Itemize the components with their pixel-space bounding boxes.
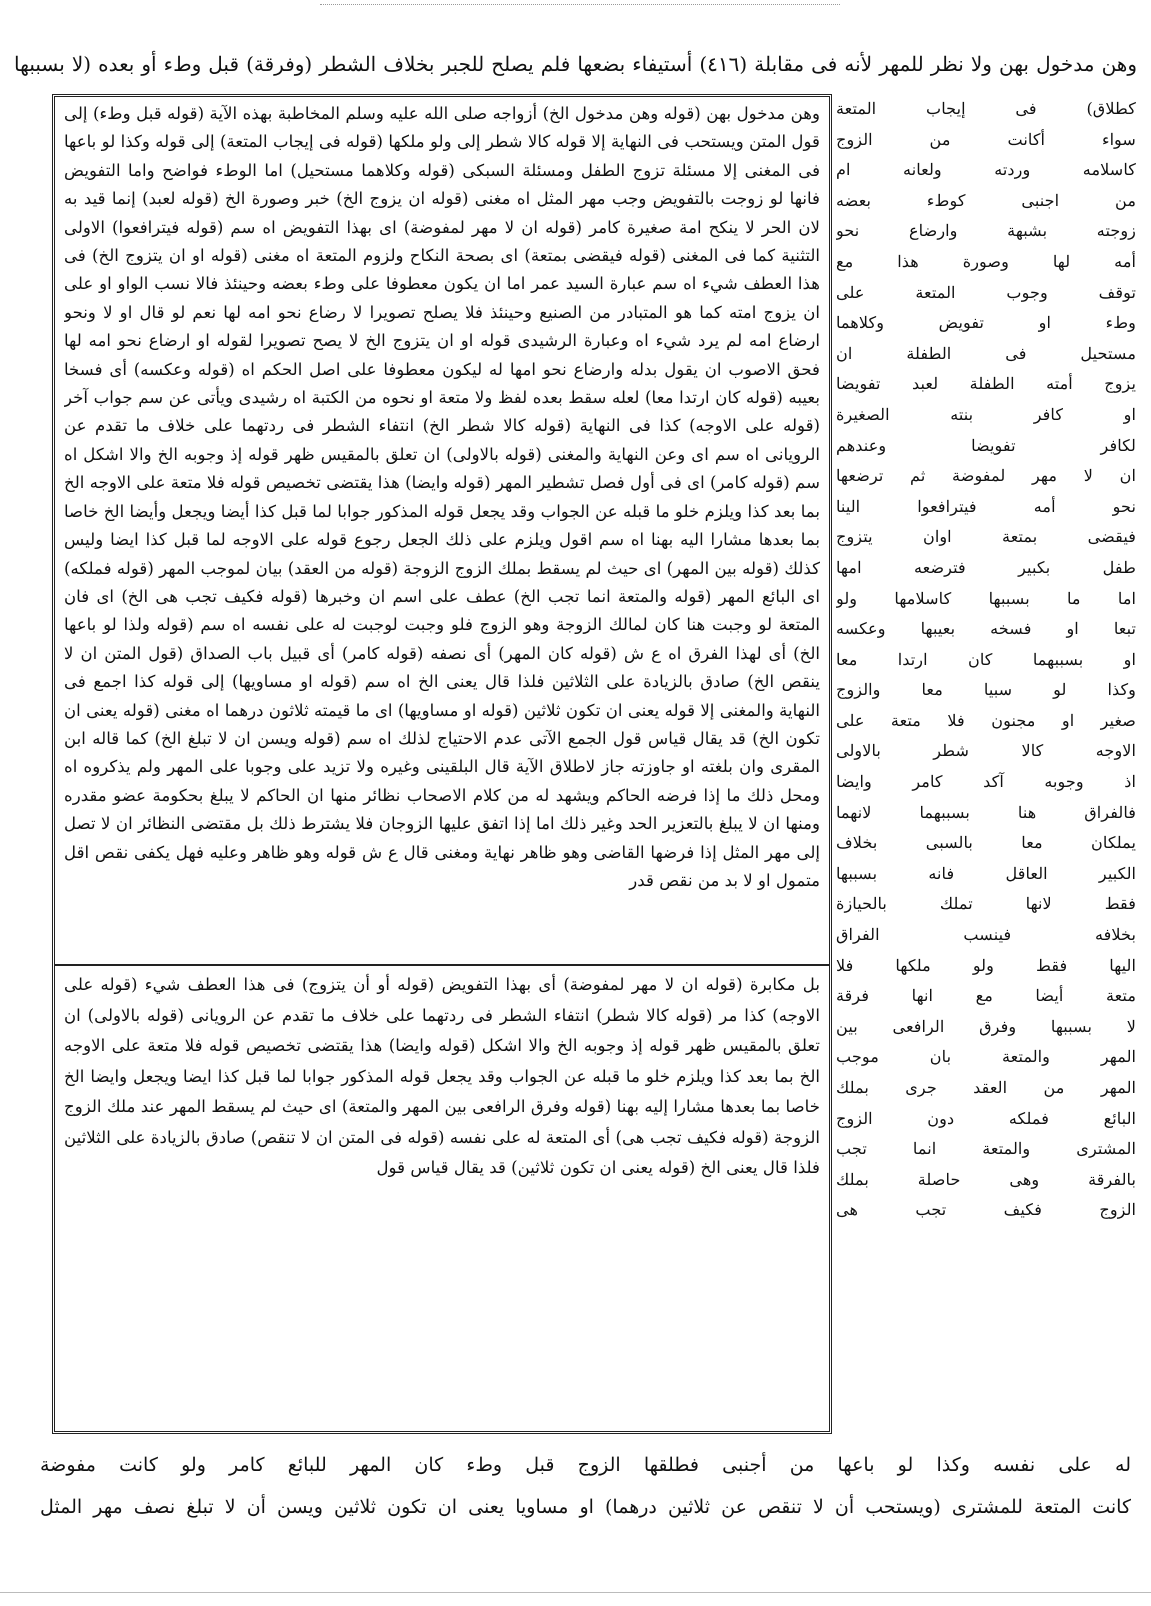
side-column-line: الزوج فكيف تجب هى <box>836 1200 1136 1220</box>
side-column-line: زوجته بشبهة وارضاع نحو <box>836 221 1136 241</box>
side-column-line: يملكان معا بالسبى بخلاف <box>836 833 1136 853</box>
side-column-line: فقط لانها تملك بالحيازة <box>836 894 1136 914</box>
commentary-lower-block <box>64 970 820 1430</box>
side-column-line: ان لا مهر لمفوضة ثم ترضعها <box>836 466 1136 486</box>
side-column-line: وكذا لو سبيا معا والزوج <box>836 680 1136 700</box>
side-column-line: يزوج أمته الطفلة لعبد تفويضا <box>836 374 1136 394</box>
side-column-line: تبعا او فسخه بعيبها وعكسه <box>836 619 1136 639</box>
side-column-line: مستحيل فى الطفلة ان <box>836 343 1136 363</box>
side-column-line: فالفراق هنا بسببهما لانهما <box>836 802 1136 822</box>
side-column-line: توقف وجوب المتعة على <box>836 282 1136 302</box>
side-column-line: اذ وجوبه آكد كامر وايضا <box>836 772 1136 792</box>
side-column-line: لا بسببها وفرق الرافعى بين <box>836 1016 1136 1036</box>
bottom-divider <box>0 1592 1151 1593</box>
side-column-line: اما ما بسببها كاسلامها ولو <box>836 588 1136 608</box>
side-column-line: متعة أيضا مع انها فرقة <box>836 986 1136 1006</box>
side-column-line: الاوجه كالا شطر بالاولى <box>836 741 1136 761</box>
side-column-line: أمه لها وصورة هذا مع <box>836 251 1136 271</box>
side-column-line: سواء أكانت من الزوج <box>836 129 1136 149</box>
side-column-line: المهر والمتعة بان موجب <box>836 1047 1136 1067</box>
side-column-line: الكبير العاقل فانه بسببها <box>836 863 1136 883</box>
side-column-line: صغير او مجنون فلا متعة على <box>836 710 1136 730</box>
side-column-line: المهر من العقد جرى بملك <box>836 1078 1136 1097</box>
main-text-header-line: وهن مدخول بهن ولا نظر للمهر لأنه فى مقابلة (٤١٦) أستيفاء بضعها فلم يصلح للجبر بخلاف الشطر (وفرقة) قبل وطء أو بعده (لا بسببها <box>14 52 1137 76</box>
side-column-line: المشترى والمتعة انما تجب <box>836 1139 1136 1159</box>
footer-line-1: له على نفسه وكذا لو باعها من أجنبى فطلقها الزوج قبل وطء كان المهر للبائع كامر ولو كانت مفوضة <box>40 1454 1131 1476</box>
side-column-line: وطء او تفويض وكلاهما <box>836 313 1136 333</box>
side-column-line: كطلاق) فى إيجاب المتعة <box>836 99 1136 118</box>
side-column-line: فيقضى بمتعة اوان يتزوج <box>836 527 1136 547</box>
side-column-line: من اجنبى كوطء بعضه <box>836 190 1136 210</box>
footer-line-2: كانت المتعة للمشترى (ويستحب أن لا تنقص عن ثلاثين درهما) او مساويا يعنى ان تكون ثلاثين ويسن أن لا تبلغ نصف مهر المثل <box>40 1496 1131 1518</box>
side-column-line: طفل بكبير فترضعه امها <box>836 557 1136 577</box>
side-column-line: بالفرقة وهى حاصلة بملك <box>836 1169 1136 1189</box>
side-column-line: البائع فملكه دون الزوج <box>836 1108 1136 1128</box>
main-text-side-column <box>836 94 1136 1434</box>
side-column-line: لكافر تفويضا وعندهم <box>836 435 1136 455</box>
commentary-upper-block <box>64 100 820 960</box>
top-divider <box>320 4 840 5</box>
side-column-line: اليها فقط ولو ملكها فلا <box>836 955 1136 975</box>
side-column-line: او كافر بنته الصغيرة <box>836 404 1136 424</box>
commentary-upper-paragraph: وهن مدخول بهن (قوله وهن مدخول الخ) أزواجه صلى الله عليه وسلم المخاطبة بهذه الآية (قوله قبل وطء) إلى قول المتن ويستحب فى النهاية إلا قوله كالا شطر إلى ولو ملكها (قوله فى إيجاب المتعة) إلى قوله وكذا لو باعها فى المغنى إلا مسئلة تزوج الطفل ومسئلة السبكى (قوله وكلاهما مستحيل) اما الوطء فواضح واما التفويض فانها لو زوجت بالتفويض وجب مهر المثل اه مغنى (قوله ان يزوج الخ) خبر وصورة الخ (قوله لعبد) إنما قيد به لان الحر لا ينكح امة صغيرة كامر (قوله ان لا مهر لمفوضة) اى بهذا التفويض اه سم (قوله فيترافعوا) الاولى التثنية كما فى المغنى (قوله فيقضى بمتعة) اى بصحة النكاح ولزوم المتعة اه مغنى (قوله او ان يتزوج الخ) فى هذا العطف شيء اه سم عبارة السيد عمر اما ان يكون معطوفا على وطء بعضه وحينئذ فالا نسب الواو او على ان يزوج امته كما هو المتبادر من الصنيع وحينئذ فلا يصلح تصويرا لا رضاع نحو امه لها نعم لو قال او لا ونحو ارضاع امه لم يرد شيء اه وعبارة الرشيدى قوله او ان يتزوج الخ لا يصح تصويرا لقوله او ارضاع نحو امه لها فحق الاصوب ان يقول بدله وارضاع نحو امها له ليكون معطوفا على اصل الحكم اه (قوله وعكسه) أى فسخا بعيبه (قوله كان ارتدا معا) لعله سقط بعده لفظ ولا متعة او نحوه من الكتبة اه رشيدى ويأتى عن سم جواب آخر (قوله على الاوجه) كذا فى النهاية (قوله كالا شطر الخ) انتفاء الشطر فى ردتهما على خلاف ما تقدم عن الرويانى اه سم اى وعن النهاية والمغنى (قوله بالاولى) ان تعلق بالمقيس ظهر قوله إذ وجوبه الخ والا اشكل اه سم (قوله كامر) اى فى أول فصل تشطير المهر (قوله وايضا) هذا يقتضى تخصيص قوله فلا متعة على الاوجه الخ بما بعد كذا ويلزم خلو ما قبله عن الجواب وقد يجعل قوله المذكور جوابا لما قبل كذا أيضا ويجعل وأيضا الخ خاصا بما بعدها مشارا اليه بهنا اه سم اقول ويلزم على ذلك الجعل رجوع قوله على الاوجه لما قبل كذا ايضا وليس كذلك (قوله بين المهر) اى حيث لم يسقط بملك الزوج الزوجة (قوله من العقد) بيان لموجب المهر (قوله فملكه) اى البائع المهر (قوله والمتعة انما تجب الخ) عطف على اسم ان وخبرها (قوله فكيف تجب هى الخ) اى فان المتعة لو وجبت هنا كان لمالك الزوجة وهو الزوج فلو وجبت لوجبت له على نفسه اه سم (قوله ولذا لو باعها الخ) أى لهذا الفرق اه ع ش (قوله كان المهر) أى نصفه (قوله كامر) أى قبيل باب الصداق (قول المتن ان لا ينقص الخ) صادق بالزيادة على الثلاثين فلذا قال يعنى الخ اه سم (قوله او مساويها) إلى قوله كذا اجمع فى النهاية والمغنى إلا قوله يعنى ان تكون ثلاثين (قوله او مساويها) اى ما قيمته ثلاثون درهما اه مغنى (قوله يعنى ان تكون الخ) قد يقال قياس قول الجمع الآتى عدم الاحتياج لذلك اه سم (قوله ويسن ان لا تبلغ الخ) كما قاله ابن المقرى وان بلغته او جاوزته جاز لاطلاق الآية قال البلقينى وغيره ولا تزيد على وجوبا على المهر ولم يذكروه اه ومحل ذلك ما إذا فرضه الحاكم ويشهد له من كلام الاصحاب نظائر منها ان الحاكم لا يبلغ بحكومة عضو مقدره ومنها ان لا يبلغ بالتعزير الحد وغير ذلك اما إذا اتفق عليها الزوجان فلا يشترط ذلك بل مقتضى النظائر ان لا تصل إلى مهر المثل إذا فرضها القاضى وهو ظاهر نهاية ومغنى قال ع ش قوله وهو ظاهر وعليه فهل يكفى نقص اقل متمول او لا بد من نقص قدر <box>64 104 820 890</box>
side-column-line: او بسببهما كان ارتدا معا <box>836 649 1136 669</box>
side-column-line: بخلافه فينسب الفراق <box>836 925 1136 945</box>
side-column-line: كاسلامه وردته ولعانه ام <box>836 160 1136 180</box>
commentary-divider <box>55 964 829 966</box>
commentary-lower-paragraph: بل مكابرة (قوله ان لا مهر لمفوضة) أى بهذا التفويض (قوله أو أن يتزوج) فى هذا العطف شيء (قوله على الاوجه) كذا مر (قوله كالا شطر) انتفاء الشطر فى ردتهما على خلاف ما تقدم عن الرويانى (قوله بالاولى) ان تعلق بالمقيس ظهر قوله إذ وجوبه الخ والا اشكل (قوله وايضا) هذا يقتضى تخصيص قوله فلا متعة على الاوجه الخ بما بعد كذا ويلزم خلو ما قبله عن الجواب وقد يجعل قوله المذكور جوابا لما قبل كذا ايضا ويجعل وايضا الخ خاصا بما بعدها مشارا إليه بهنا (قوله وفرق الرافعى بين المهر والمتعة) اى حيث لم يسقط المهر عند ملك الزوج الزوجة (قوله فكيف تجب هى) أى المتعة له على نفسه (قوله فى المتن ان لا تنقص) صادق بالزيادة على الثلاثين فلذا قال يعنى الخ (قوله يعنى ان تكون ثلاثين) قد يقال قياس قول <box>64 975 820 1177</box>
side-column-line: نحو أمه فيترافعوا الينا <box>836 496 1136 516</box>
